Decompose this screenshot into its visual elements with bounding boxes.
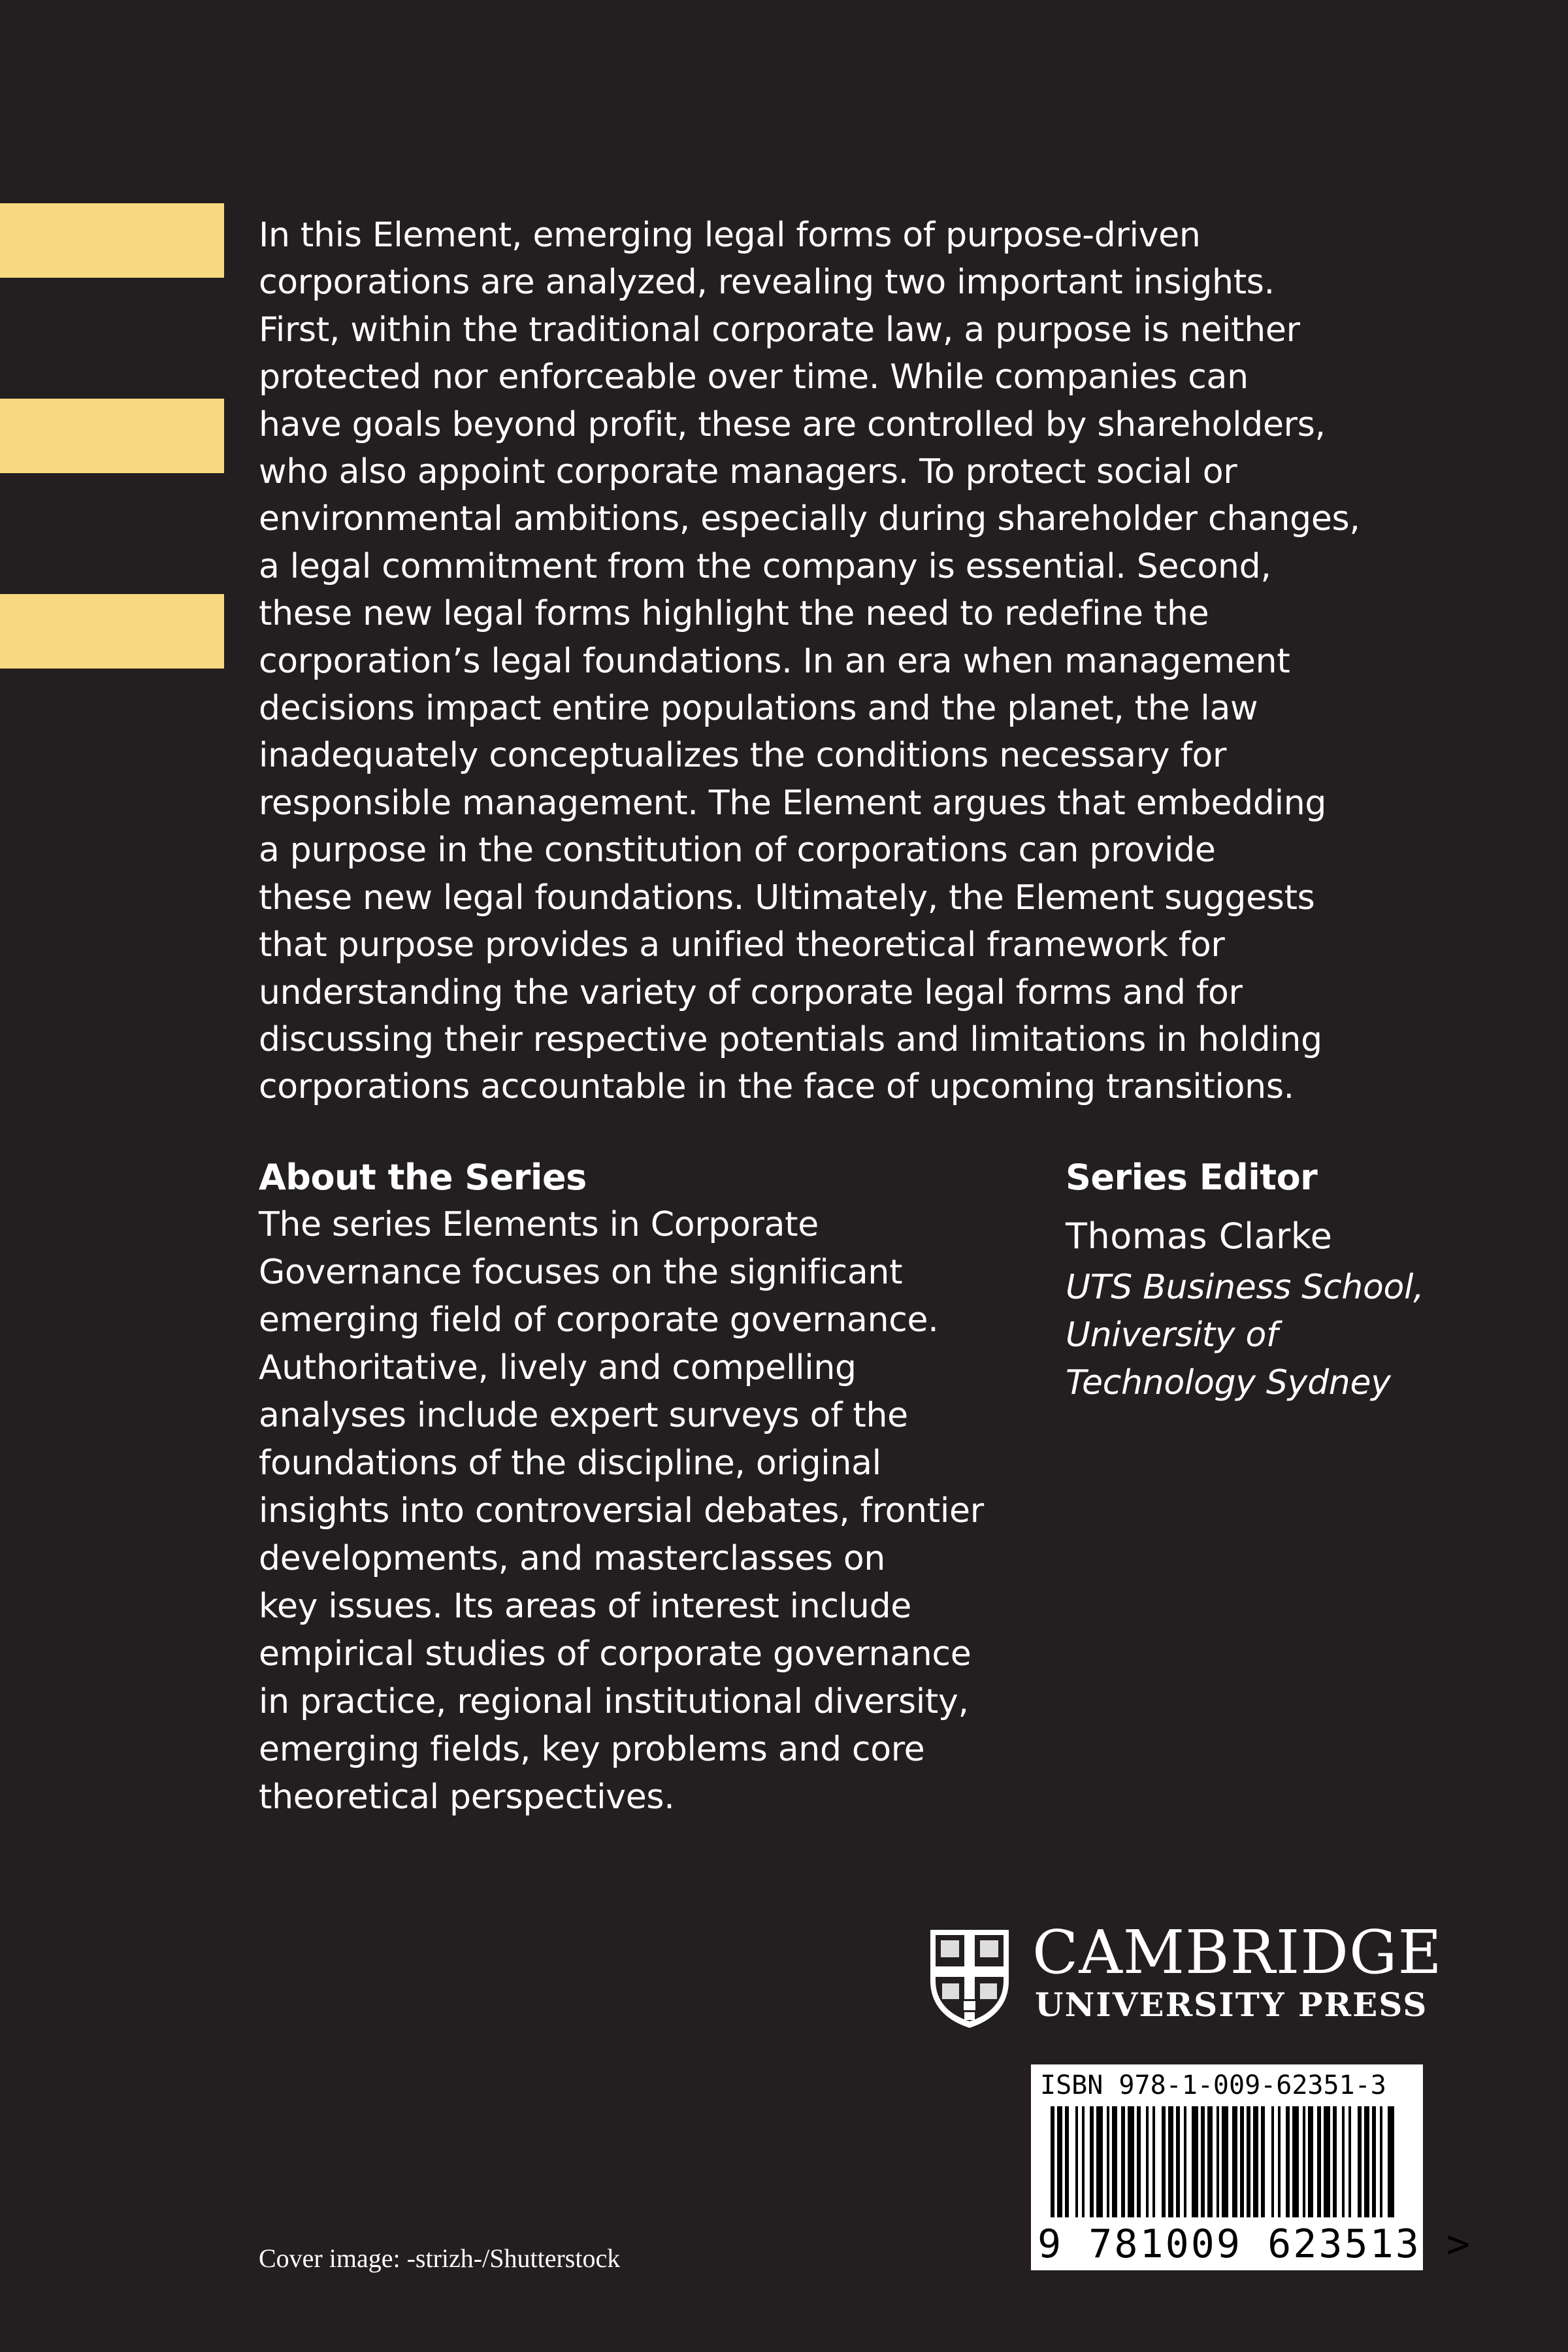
- about-series-body: The series Elements in Corporate Governance focuses on the significant emerging field of corporate governance. Authoritative, lively and compelling analyses include expert surveys of the foundations of the discipline, original insights into controversial debates, frontier developments, and masterclasses on key issues. Its areas of interest include empirical studies of corporate governance in practice, regional institutional diversity, emerging fields, key problems and core theoretical perspectives.: [259, 1205, 984, 1817]
- series-editor-affiliation: UTS Business School, University of Technology Sydney: [1066, 1268, 1424, 1402]
- isbn-label: ISBN 978-1-009-62351-3: [1040, 2070, 1386, 2100]
- university-crest-icon: [926, 1926, 1013, 2029]
- publisher-subname: UNIVERSITY PRESS: [1035, 1985, 1428, 2024]
- series-editor-name: Thomas Clarke: [1066, 1216, 1333, 1257]
- barcode-bars: [1031, 2106, 1423, 2221]
- accent-bar: [0, 203, 224, 278]
- series-editor-section: [1066, 1154, 1549, 1407]
- barcode-digits: 9 781009 623513 >: [1037, 2221, 1473, 2267]
- publisher-logo: [926, 1917, 1443, 2030]
- book-abstract: In this Element, emerging legal forms of purpose-driven corporations are analyzed, revealing two important insights. First, within the traditional corporate law, a purpose is neither protected nor enforceable over time. While companies can have goals beyond profit, these are controlled by shareholders, who also appoint corporate managers. To protect social or environmental ambitions, especially during shareholder changes, a legal commitment from the company is essential. Second, these new legal forms highlight the need to redefine the corporation’s legal foundations. In an era when management decisions impact entire populations and the planet, the law inadequately conceptualizes the conditions necessary for responsible management. The Element argues that embedding a purpose in the constitution of corporations can provide these new legal foundations. Ultimately, the Element suggests that purpose provides a unified theoretical framework for understanding the variety of corporate legal forms and for discussing their respective potentials and limitations in holding corporations accountable in the face of upcoming transitions.: [259, 216, 1360, 1107]
- publisher-name: CAMBRIDGE: [1032, 1917, 1443, 1987]
- cover-image-credit: Cover image: -strizh-/Shutterstock: [259, 2244, 621, 2273]
- isbn-barcode: [1031, 2064, 1473, 2270]
- accent-bar: [0, 594, 224, 669]
- about-series-heading: About the Series: [259, 1157, 587, 1198]
- accent-bar: [0, 399, 224, 473]
- about-series-section: [259, 1154, 1043, 1821]
- series-editor-heading: Series Editor: [1066, 1157, 1318, 1198]
